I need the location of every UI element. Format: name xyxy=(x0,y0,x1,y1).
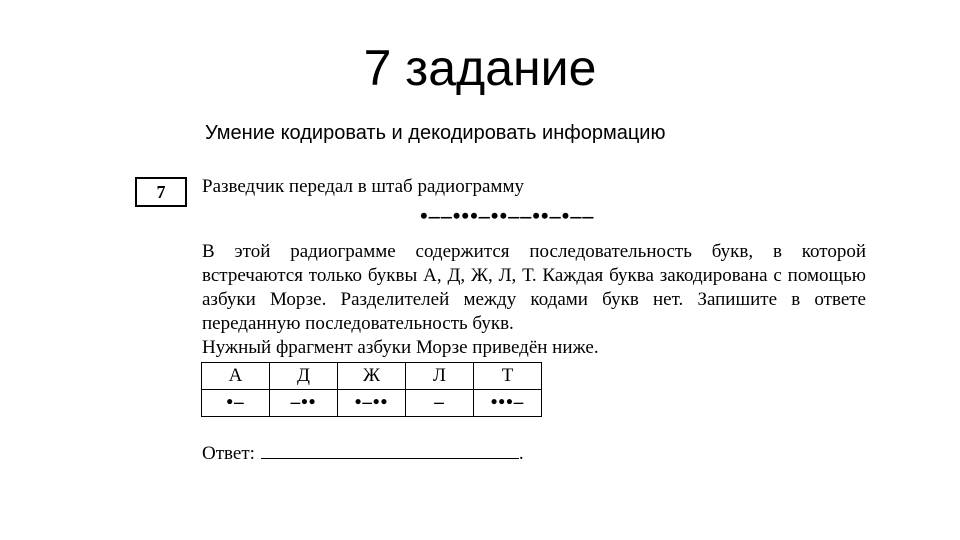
task-body xyxy=(202,240,866,360)
radiogram-code: •––•••–••––••–•–– xyxy=(420,203,595,228)
answer-period: . xyxy=(518,443,524,464)
morse-letter-cell: Л xyxy=(406,363,474,390)
task-table-note: Нужный фрагмент азбуки Морзе приведён ниже. xyxy=(202,337,599,358)
task-number-box: 7 xyxy=(135,177,187,207)
answer-label: Ответ: xyxy=(202,443,255,464)
slide-subtitle: Умение кодировать и декодировать информацию xyxy=(205,122,666,144)
morse-code-cell: •–•• xyxy=(338,390,406,417)
answer-blank[interactable] xyxy=(261,440,519,459)
morse-letters-row xyxy=(202,363,542,390)
morse-codes-row xyxy=(202,390,542,417)
morse-letter-cell: Д xyxy=(270,363,338,390)
morse-code-cell: – xyxy=(406,390,474,417)
slide-title: 7 задание xyxy=(363,40,597,96)
morse-table xyxy=(201,362,542,417)
morse-code-cell: •– xyxy=(202,390,270,417)
morse-code-cell: •••– xyxy=(474,390,542,417)
task-instructions: В этой радиограмме содержится последовательность букв, в которой встречаются только буквы А, Д, Ж, Л, Т. Каждая буква закодирована с помощью азбуки Морзе. Разделителей между кодами букв нет. Запишите в ответе переданную последовательность букв. xyxy=(202,241,866,334)
morse-letter-cell: Ж xyxy=(338,363,406,390)
answer-line xyxy=(202,440,524,466)
morse-letter-cell: Т xyxy=(474,363,542,390)
morse-letter-cell: А xyxy=(202,363,270,390)
morse-code-cell: –•• xyxy=(270,390,338,417)
task-intro: Разведчик передал в штаб радиограмму xyxy=(202,176,524,197)
